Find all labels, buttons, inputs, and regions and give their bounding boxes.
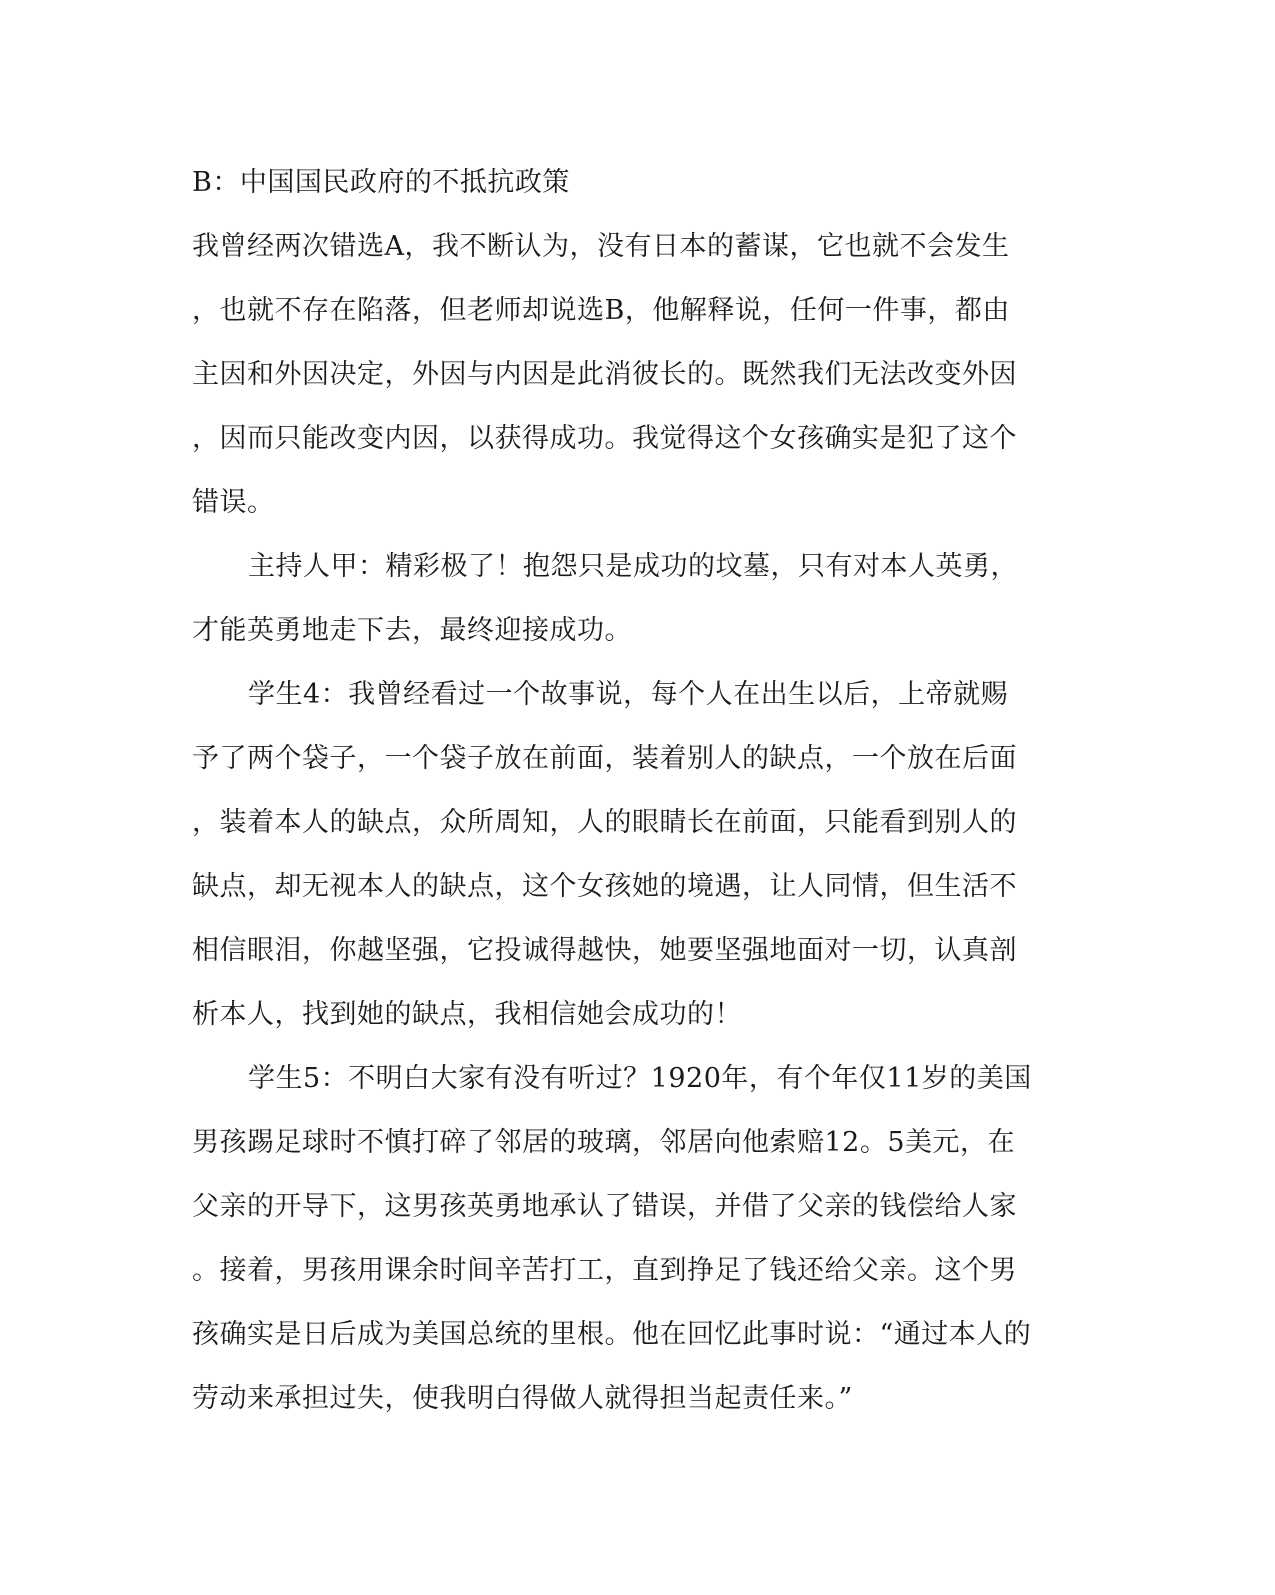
text-line: 劳动来承担过失，使我明白得做人就得担当起责任来。” xyxy=(192,1383,853,1414)
text-line: 缺点，却无视本人的缺点，这个女孩她的境遇，让人同情，但生活不 xyxy=(192,871,1017,902)
text-line: ，因而只能改变内因，以获得成功。我觉得这个女孩确实是犯了这个 xyxy=(192,423,1017,454)
text-line: 孩确实是日后成为美国总统的里根。他在回忆此事时说：“通过本人的 xyxy=(192,1319,1032,1350)
text-line: 男孩踢足球时不慎打碎了邻居的玻璃，邻居向他索赔12。5美元，在 xyxy=(192,1127,1016,1158)
text-line: 才能英勇地走下去，最终迎接成功。 xyxy=(192,615,632,646)
text-line: 析本人，找到她的缺点，我相信她会成功的！ xyxy=(192,999,742,1030)
text-line: 主因和外因决定，外因与内因是此消彼长的。既然我们无法改变外因 xyxy=(192,359,1017,390)
paragraph-start-line: 学生4：我曾经看过一个故事说，每个人在出生以后，上帝就赐 xyxy=(248,679,1009,710)
text-line: 。接着，男孩用课余时间辛苦打工，直到挣足了钱还给父亲。这个男 xyxy=(192,1255,1017,1286)
text-line: ，也就不存在陷落，但老师却说选B，他解释说，任何一件事，都由 xyxy=(192,295,1010,326)
paragraph-start-line: 学生5：不明白大家有没有听过？1920年，有个年仅11岁的美国 xyxy=(248,1063,1032,1094)
text-line: 父亲的开导下，这男孩英勇地承认了错误，并借了父亲的钱偿给人家 xyxy=(192,1191,1017,1222)
text-line: 予了两个袋子，一个袋子放在前面，装着别人的缺点，一个放在后面 xyxy=(192,743,1017,774)
text-line: 相信眼泪，你越坚强，它投诚得越快，她要坚强地面对一切，认真剖 xyxy=(192,935,1017,966)
text-line: B：中国国民政府的不抵抗政策 xyxy=(192,167,570,198)
text-line: 我曾经两次错选A，我不断认为，没有日本的蓄谋，它也就不会发生 xyxy=(192,231,1010,262)
text-line: ，装着本人的缺点，众所周知，人的眼睛长在前面，只能看到别人的 xyxy=(192,807,1017,838)
text-line: 错误。 xyxy=(192,487,275,518)
paragraph-start-line: 主持人甲：精彩极了！抱怨只是成功的坟墓，只有对本人英勇， xyxy=(248,551,1018,582)
